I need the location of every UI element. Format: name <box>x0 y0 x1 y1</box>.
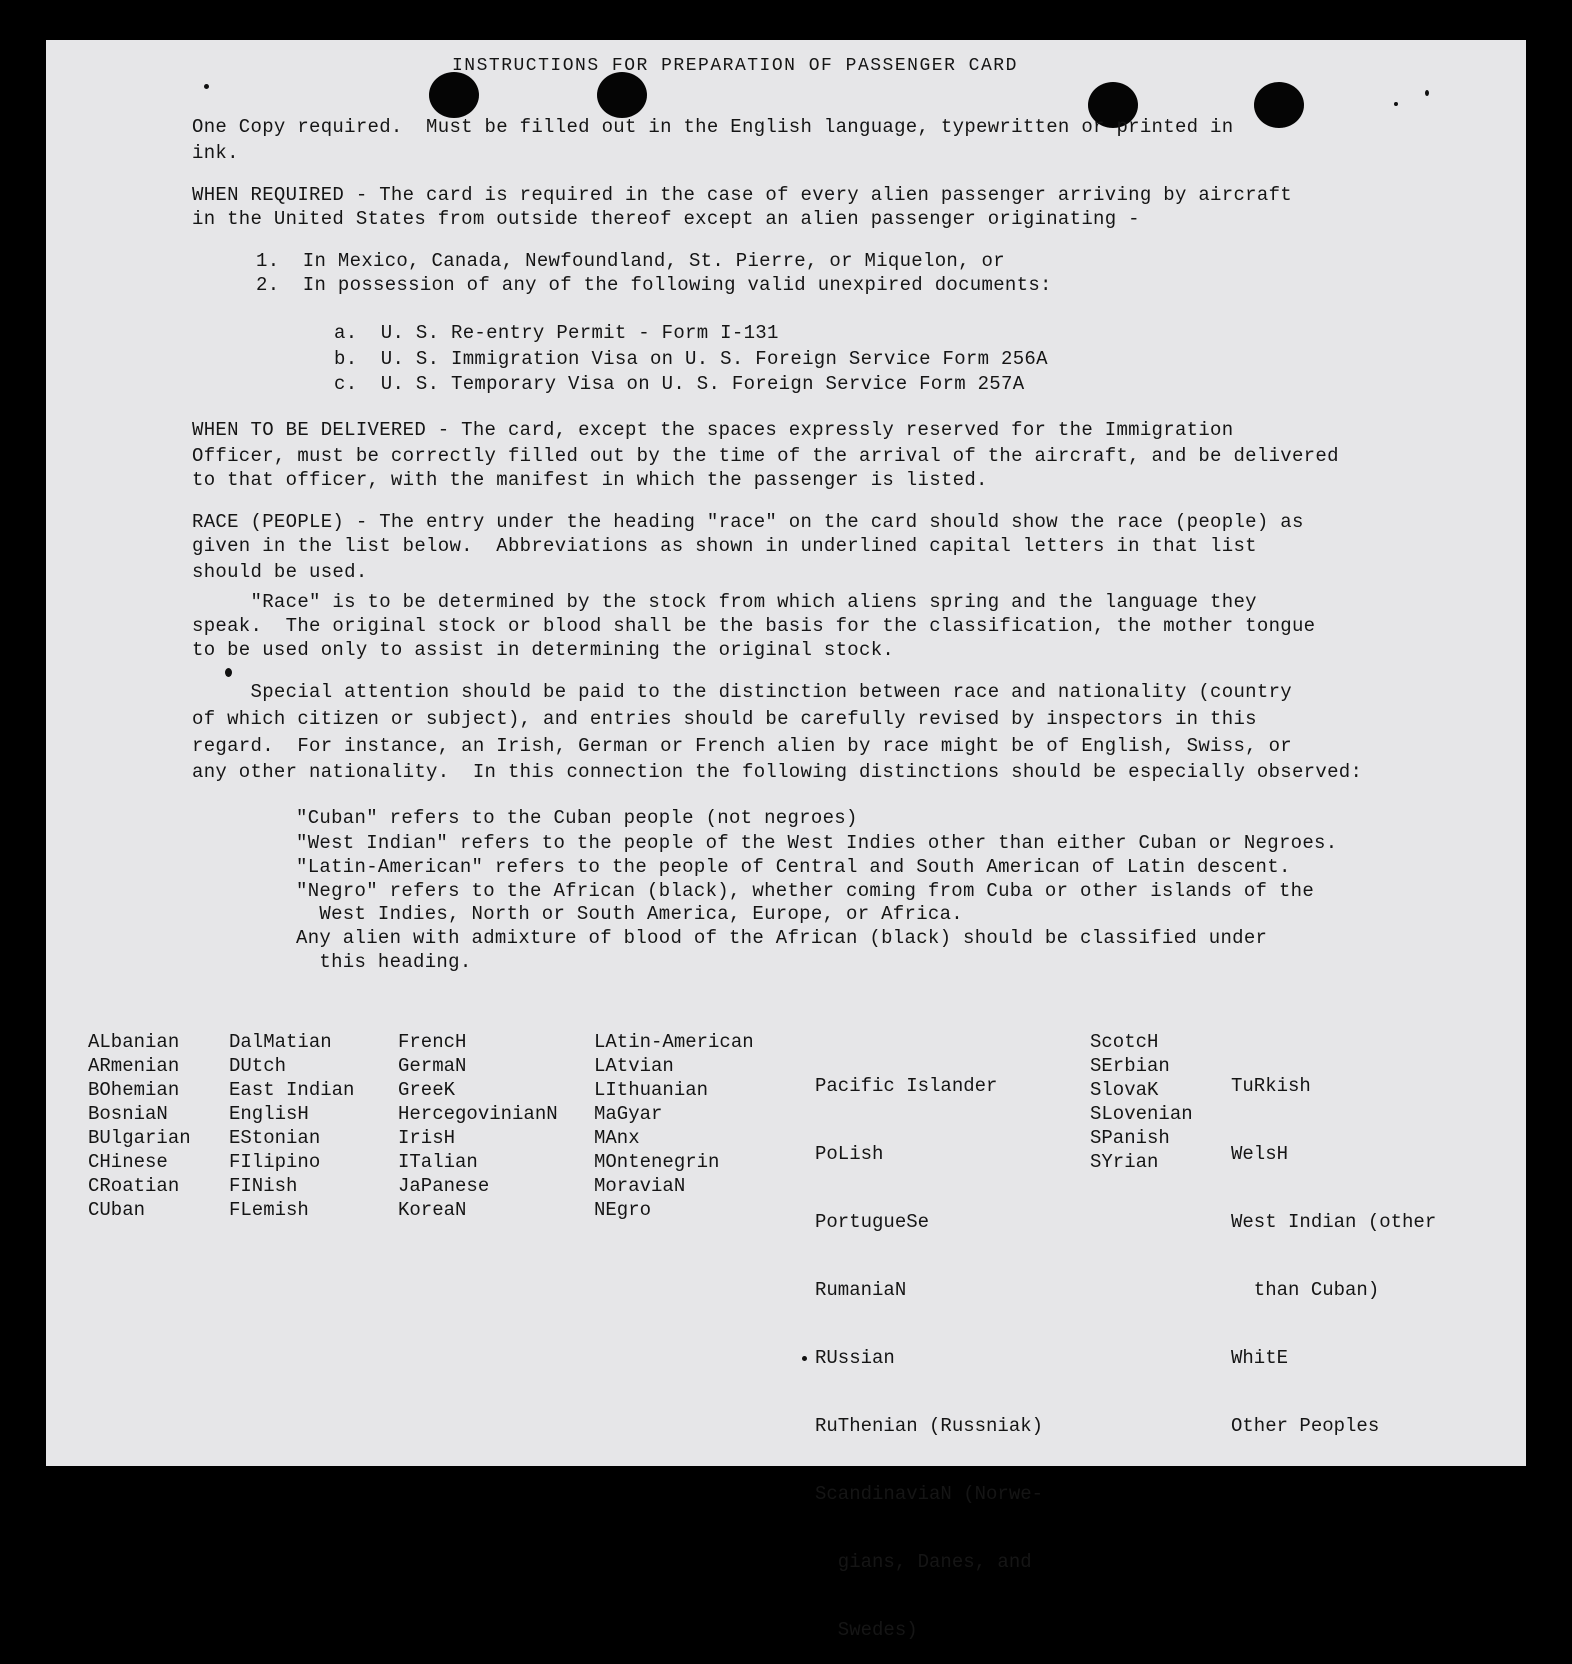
race-entry: CHinese <box>88 1151 168 1173</box>
intro-line: ink. <box>192 142 239 164</box>
speck <box>1394 102 1398 106</box>
race-entry: WhitE <box>1231 1347 1289 1369</box>
race-entry: West Indian (other <box>1231 1211 1437 1233</box>
race-entry: BosniaN <box>88 1103 168 1125</box>
speck <box>802 1356 807 1361</box>
race-entry: RuThenian (Russniak) <box>815 1415 1044 1437</box>
race-entry: RUssian <box>815 1347 895 1369</box>
race-entry: MaGyar <box>594 1103 663 1125</box>
race-entry: GreeK <box>398 1079 456 1101</box>
when-delivered-line: WHEN TO BE DELIVERED - The card, except the spaces expressly reserved for the Immigration <box>192 419 1234 441</box>
race-list-column-1 <box>88 1030 191 1222</box>
race-entry: HercegovinianN <box>398 1103 558 1125</box>
race-entry: FINish <box>229 1175 298 1197</box>
race-list-column-7 <box>1231 1030 1436 1460</box>
race-entry: BUlgarian <box>88 1127 191 1149</box>
race-list-column-5 <box>815 1030 1043 1664</box>
race-entry: ARmenian <box>88 1055 180 1077</box>
race-entry: than Cuban) <box>1231 1279 1380 1301</box>
page-title: INSTRUCTIONS FOR PREPARATION OF PASSENGER CARD <box>452 56 1018 76</box>
punch-hole <box>597 72 647 118</box>
race-line: should be used. <box>192 561 368 583</box>
when-delivered-line: to that officer, with the manifest in which the passenger is listed. <box>192 469 988 491</box>
race-entry: ScandinaviaN (Norwe- <box>815 1483 1044 1505</box>
race-entry: CUban <box>88 1199 146 1221</box>
race-entry: FIlipino <box>229 1151 321 1173</box>
when-required-line: WHEN REQUIRED - The card is required in the case of every alien passenger arriving by aircraft <box>192 184 1292 206</box>
race-entry: MAnx <box>594 1127 640 1149</box>
race-line: given in the list below. Abbreviations as shown in underlined capital letters in that list <box>192 535 1257 557</box>
special-attention-line: any other nationality. In this connection the following distinctions should be especially observed: <box>192 761 1363 783</box>
race-line: RACE (PEOPLE) - The entry under the heading "race" on the card should show the race (people) as <box>192 511 1304 533</box>
race-entry: ITalian <box>398 1151 478 1173</box>
race-list-column-3 <box>398 1030 558 1222</box>
race-entry: ALbanian <box>88 1031 180 1053</box>
race-entry: WelsH <box>1231 1143 1289 1165</box>
speck <box>1425 90 1429 96</box>
when-required-line: in the United States from outside thereof except an alien passenger originating - <box>192 208 1140 230</box>
race-entry: DUtch <box>229 1055 287 1077</box>
lettered-item: c. U. S. Temporary Visa on U. S. Foreign Service Form 257A <box>334 373 1025 395</box>
numbered-item: 2. In possession of any of the following valid unexpired documents: <box>256 274 1052 296</box>
race-entry: RumaniaN <box>815 1279 907 1301</box>
distinction-line: this heading. <box>296 951 472 973</box>
race-entry: IrisH <box>398 1127 456 1149</box>
special-attention-line: of which citizen or subject), and entries should be carefully revised by inspectors in this <box>192 708 1257 730</box>
race-entry: FLemish <box>229 1199 309 1221</box>
race-entry: KoreaN <box>398 1199 467 1221</box>
speck <box>225 668 232 677</box>
intro-line: One Copy required. Must be filled out in the English language, typewritten or printed in <box>192 116 1234 138</box>
race-determined-line: speak. The original stock or blood shall be the basis for the classification, the mother tongue <box>192 615 1316 637</box>
race-entry: EStonian <box>229 1127 321 1149</box>
distinction-line: "Latin-American" refers to the people of Central and South American of Latin descent. <box>296 856 1291 878</box>
numbered-item: 1. In Mexico, Canada, Newfoundland, St. Pierre, or Miquelon, or <box>256 250 1005 272</box>
race-entry: MOntenegrin <box>594 1151 720 1173</box>
race-entry: ScotcH <box>1090 1031 1159 1053</box>
race-entry: SPanish <box>1090 1127 1170 1149</box>
race-entry: CRoatian <box>88 1175 180 1197</box>
race-entry: LAtin-American <box>594 1031 754 1053</box>
race-entry: SlovaK <box>1090 1079 1159 1101</box>
race-determined-line: to be used only to assist in determining the original stock. <box>192 639 895 661</box>
race-list-column-6 <box>1090 1030 1193 1174</box>
race-entry: JaPanese <box>398 1175 490 1197</box>
race-entry: FrencH <box>398 1031 467 1053</box>
race-entry: DalMatian <box>229 1031 332 1053</box>
race-entry: PoLish <box>815 1143 884 1165</box>
distinction-line: "West Indian" refers to the people of the West Indies other than either Cuban or Negroes. <box>296 832 1338 854</box>
when-delivered-line: Officer, must be correctly filled out by the time of the arrival of the aircraft, and be delivered <box>192 445 1339 467</box>
race-determined-line: "Race" is to be determined by the stock from which aliens spring and the language they <box>192 591 1257 613</box>
race-entry: BOhemian <box>88 1079 180 1101</box>
race-entry: Pacific Islander <box>815 1075 998 1097</box>
race-entry: LAtvian <box>594 1055 674 1077</box>
race-entry: MoraviaN <box>594 1175 686 1197</box>
distinction-line: West Indies, North or South America, Europe, or Africa. <box>296 903 964 925</box>
punch-hole <box>1254 82 1304 128</box>
lettered-item: a. U. S. Re-entry Permit - Form I-131 <box>334 322 779 344</box>
special-attention-line: Special attention should be paid to the distinction between race and nationality (country <box>192 681 1292 703</box>
race-entry: gians, Danes, and <box>815 1551 1032 1573</box>
race-entry: NEgro <box>594 1199 652 1221</box>
distinction-line: "Cuban" refers to the Cuban people (not negroes) <box>296 807 858 829</box>
distinction-line: Any alien with admixture of blood of the African (black) should be classified under <box>296 927 1268 949</box>
speck <box>204 84 209 89</box>
punch-hole <box>429 72 479 118</box>
lettered-item: b. U. S. Immigration Visa on U. S. Foreign Service Form 256A <box>334 348 1048 370</box>
race-entry: Other Peoples <box>1231 1415 1380 1437</box>
race-entry: SLovenian <box>1090 1103 1193 1125</box>
distinction-line: "Negro" refers to the African (black), whether coming from Cuba or other islands of the <box>296 880 1315 902</box>
race-entry: GermaN <box>398 1055 467 1077</box>
race-list-column-2 <box>229 1030 354 1222</box>
race-entry: PortugueSe <box>815 1211 930 1233</box>
special-attention-line: regard. For instance, an Irish, German or French alien by race might be of English, Swiss, or <box>192 735 1292 757</box>
race-entry: SYrian <box>1090 1151 1159 1173</box>
race-entry: SErbian <box>1090 1055 1170 1077</box>
race-entry: Swedes) <box>815 1619 918 1641</box>
race-entry: EnglisH <box>229 1103 309 1125</box>
race-list-column-4 <box>594 1030 754 1222</box>
race-entry: East Indian <box>229 1079 355 1101</box>
race-entry: LIthuanian <box>594 1079 709 1101</box>
race-entry: TuRkish <box>1231 1075 1311 1097</box>
